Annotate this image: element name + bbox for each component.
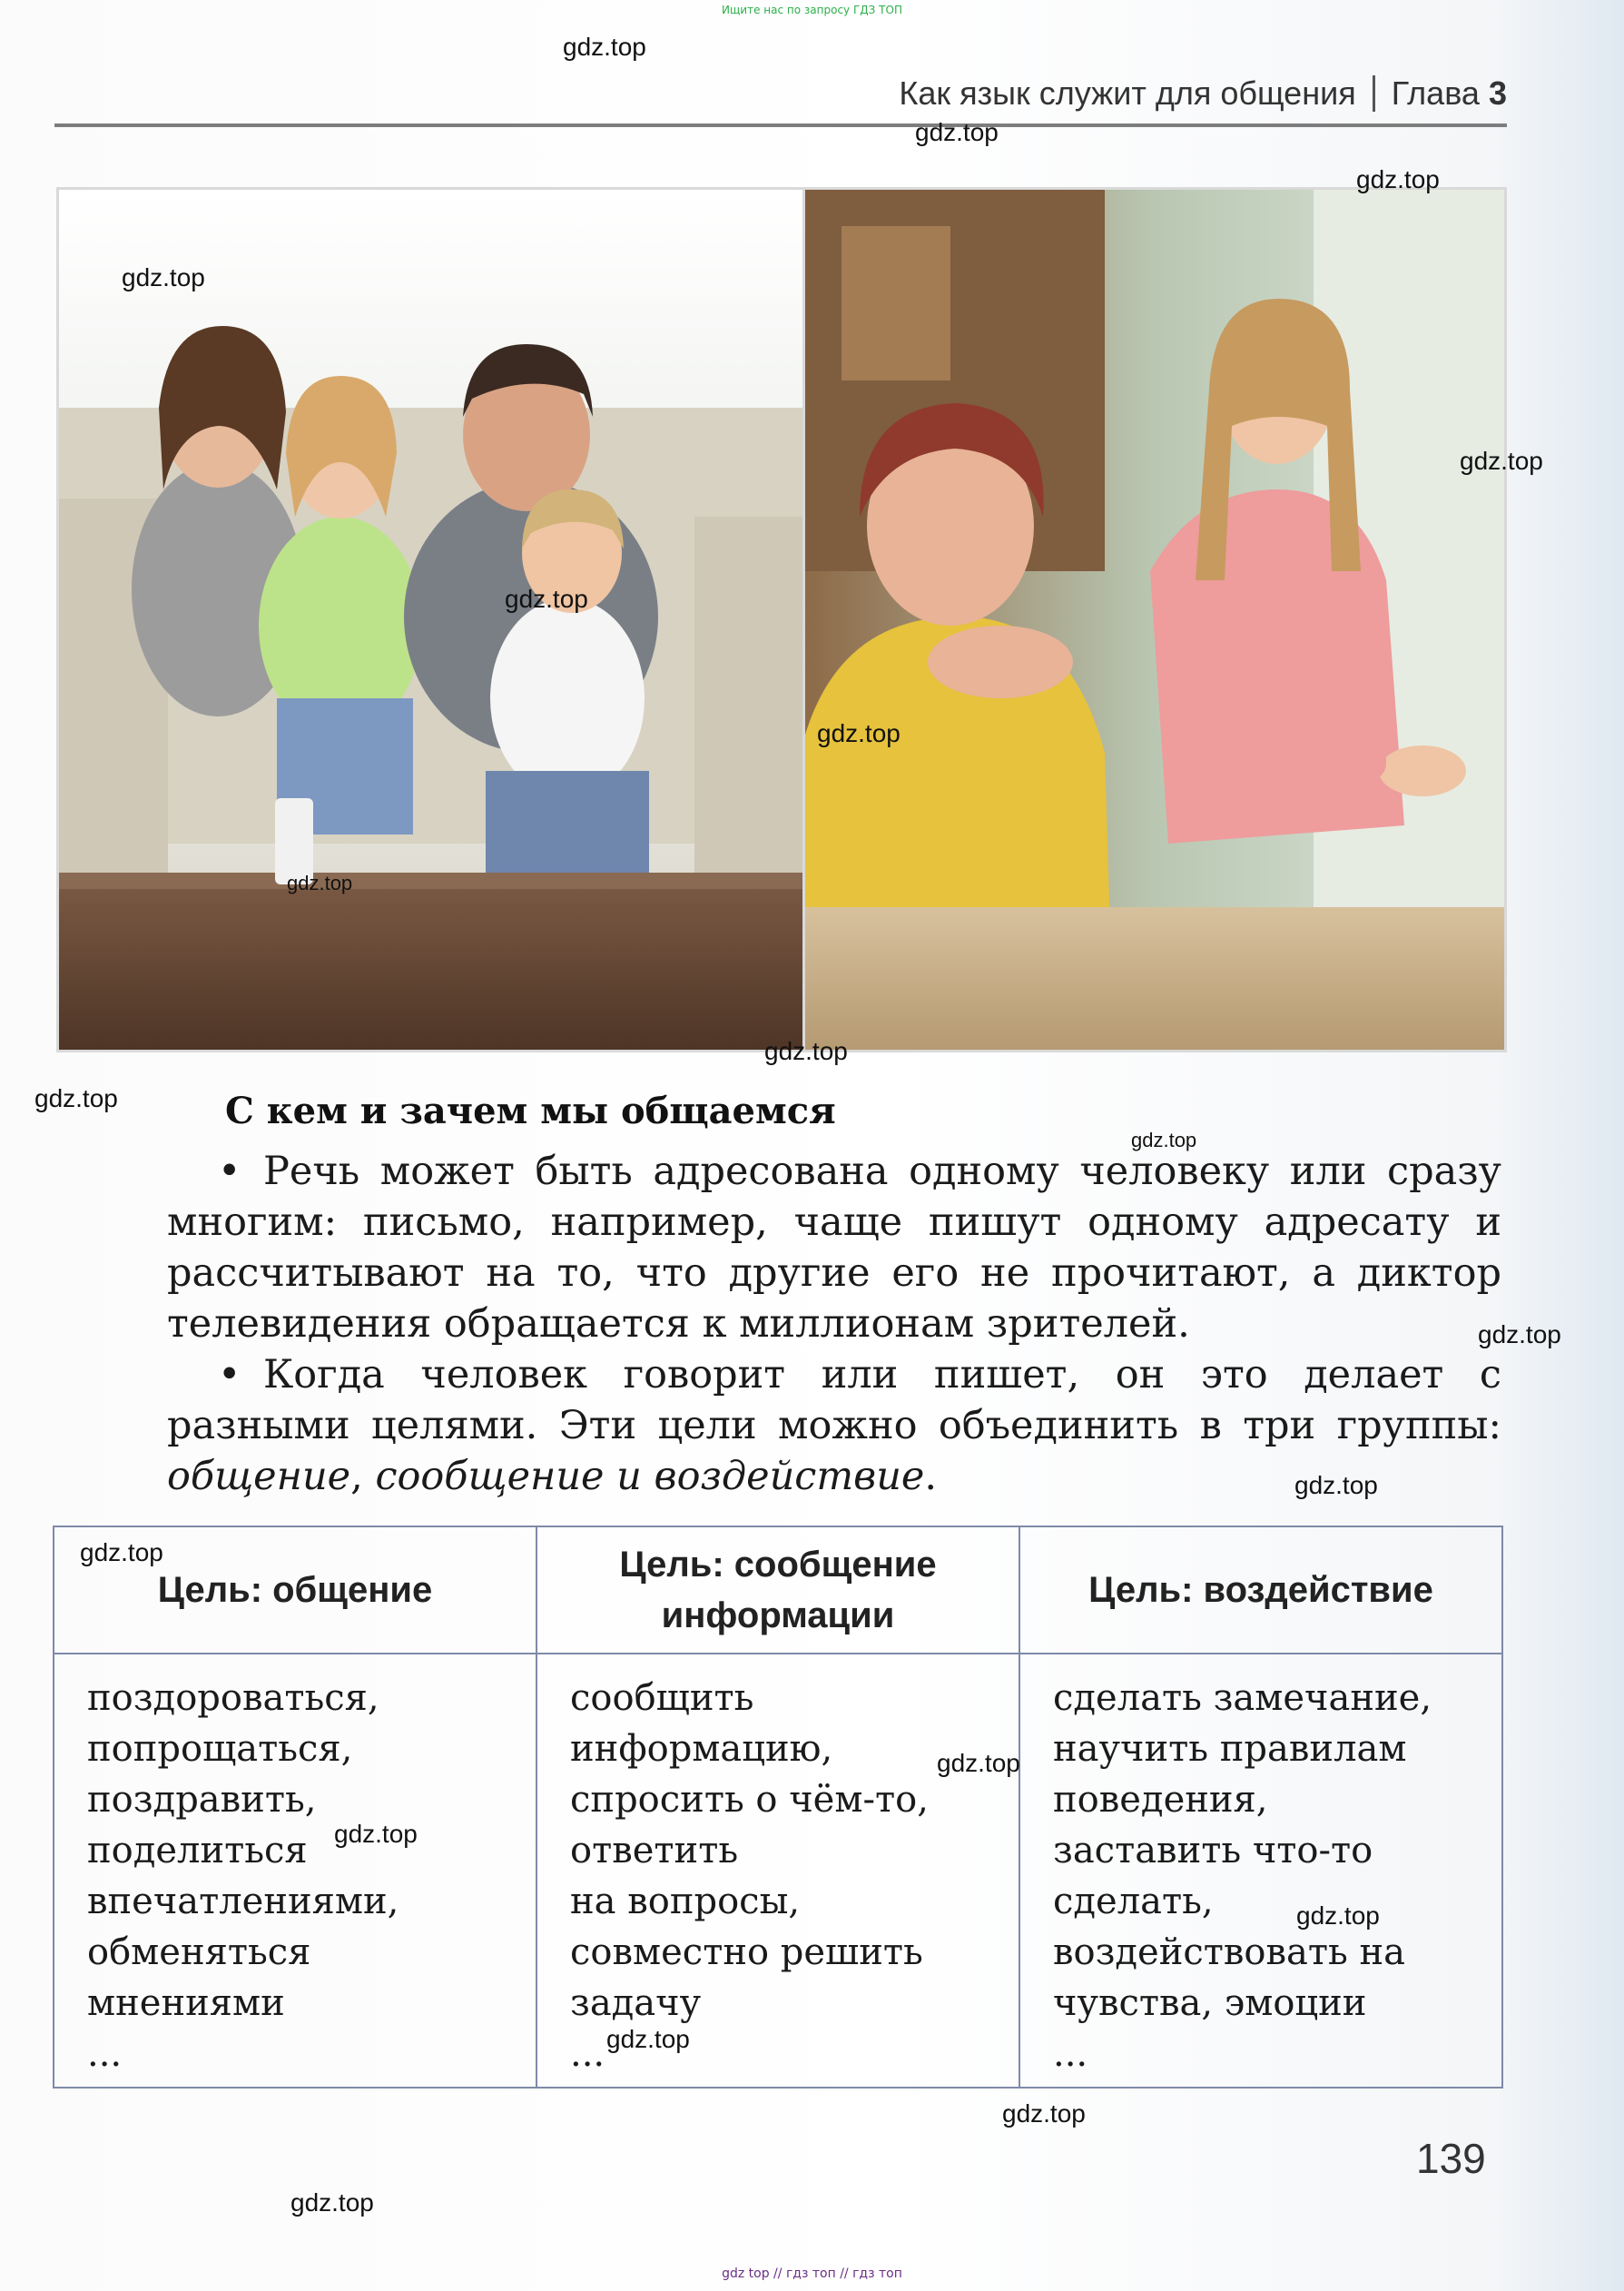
list-item: впечатлениями,	[87, 1881, 399, 1922]
paragraph-2-end: .	[924, 1454, 938, 1499]
header-title: Как язык служит для общения	[899, 74, 1356, 112]
list-item: сообщить	[570, 1677, 754, 1719]
running-header	[817, 74, 1507, 113]
bullet-2: •	[218, 1352, 241, 1397]
watermark: gdz.top	[34, 1084, 118, 1112]
list-item: поведения,	[1053, 1779, 1268, 1821]
watermark: gdz.top	[80, 1538, 163, 1566]
column-influence	[1019, 1654, 1502, 2088]
list-item: сделать,	[1053, 1881, 1214, 1922]
goal-separator: ,	[350, 1454, 363, 1499]
list-item: спросить о чём-то,	[570, 1779, 929, 1821]
paragraph-addressee	[167, 1146, 1501, 1349]
list-item: сделать замечание,	[1053, 1677, 1432, 1719]
list-item: попрощаться,	[87, 1728, 353, 1770]
list-item: ...	[570, 2033, 605, 2075]
goals-table-header-row	[54, 1526, 1502, 1654]
search-banner: Ищите нас по запросу ГДЗ ТОП	[722, 4, 902, 16]
list-item: информацию,	[570, 1728, 833, 1770]
watermark: gdz.top	[1131, 1129, 1197, 1151]
list-item: ...	[87, 2033, 123, 2075]
watermark: gdz.top	[764, 1037, 848, 1065]
paragraph-2-text: Когда человек говорит или пишет, он это делает с разными целями. Эти цели можно объединить в три группы:	[167, 1352, 1501, 1448]
column-information	[536, 1654, 1019, 2088]
watermark: gdz.top	[287, 872, 353, 894]
list-item: воздействовать на	[1053, 1931, 1406, 1973]
watermark: gdz.top	[290, 2188, 374, 2217]
watermark: gdz.top	[334, 1820, 418, 1848]
goal-message: сообщение	[375, 1454, 605, 1499]
watermark: gdz.top	[505, 585, 588, 613]
watermark: gdz.top	[1296, 1901, 1380, 1930]
watermark: gdz.top	[937, 1749, 1020, 1777]
paragraph-1-text: Речь может быть адресована одному человеку или сразу многим: письмо, например, чаще пишут одному адресату и рассчитывают на то, что другие его не прочитают, а диктор телевидения обращается к миллионам зрителей.	[167, 1149, 1501, 1347]
list-item: научить правилам	[1053, 1728, 1407, 1770]
header-communication: Цель: общение	[54, 1526, 536, 1654]
list-item: на вопросы,	[570, 1881, 801, 1922]
list-item: мнениями	[87, 1982, 285, 2024]
page-number: 139	[1416, 2135, 1486, 2182]
header-separator	[1373, 75, 1375, 112]
watermark: gdz.top	[1478, 1320, 1561, 1348]
watermark: gdz.top	[1002, 2099, 1086, 2128]
goal-conjunction: и	[616, 1454, 642, 1499]
header-chapter: Глава	[1391, 74, 1480, 112]
watermark: gdz.top	[817, 719, 901, 747]
goal-influence: воздействие	[654, 1454, 925, 1499]
watermark: gdz.top	[606, 2025, 690, 2053]
family-photo	[56, 187, 815, 1052]
list-item: задачу	[570, 1982, 702, 2024]
header-influence: Цель: воздействие	[1019, 1526, 1502, 1654]
list-item: поделиться	[87, 1830, 308, 1871]
watermark: gdz.top	[915, 118, 999, 146]
goals-table	[53, 1526, 1503, 2089]
footer-watermark: gdz top // гдз топ // гдз топ	[722, 2266, 902, 2281]
list-item: поздравить,	[87, 1779, 317, 1821]
conflict-illustration	[805, 190, 1504, 1050]
header-information: Цель: сообщение информации	[536, 1526, 1019, 1654]
header-rule	[54, 123, 1507, 127]
watermark: gdz.top	[1356, 165, 1440, 193]
list-item: поздороваться,	[87, 1677, 379, 1719]
watermark: gdz.top	[1294, 1471, 1378, 1499]
header-chapter-number: 3	[1488, 74, 1507, 112]
goals-table-row	[54, 1654, 1502, 2088]
list-item: ...	[1053, 2033, 1088, 2075]
list-item: ответить	[570, 1830, 739, 1871]
list-item: чувства, эмоции	[1053, 1982, 1367, 2024]
list-item: совместно решить	[570, 1931, 923, 1973]
watermark: gdz.top	[122, 263, 205, 291]
bullet-1: •	[218, 1149, 241, 1194]
goal-communication: общение	[167, 1454, 351, 1499]
list-item: заставить что-то	[1053, 1830, 1373, 1871]
watermark: gdz.top	[563, 33, 646, 61]
list-item: обменяться	[87, 1931, 311, 1973]
section-title: С кем и зачем мы общаемся	[225, 1090, 836, 1132]
conflict-photo	[802, 187, 1507, 1052]
family-illustration	[59, 190, 812, 1050]
watermark: gdz.top	[1460, 447, 1543, 475]
column-communication	[54, 1654, 536, 2088]
